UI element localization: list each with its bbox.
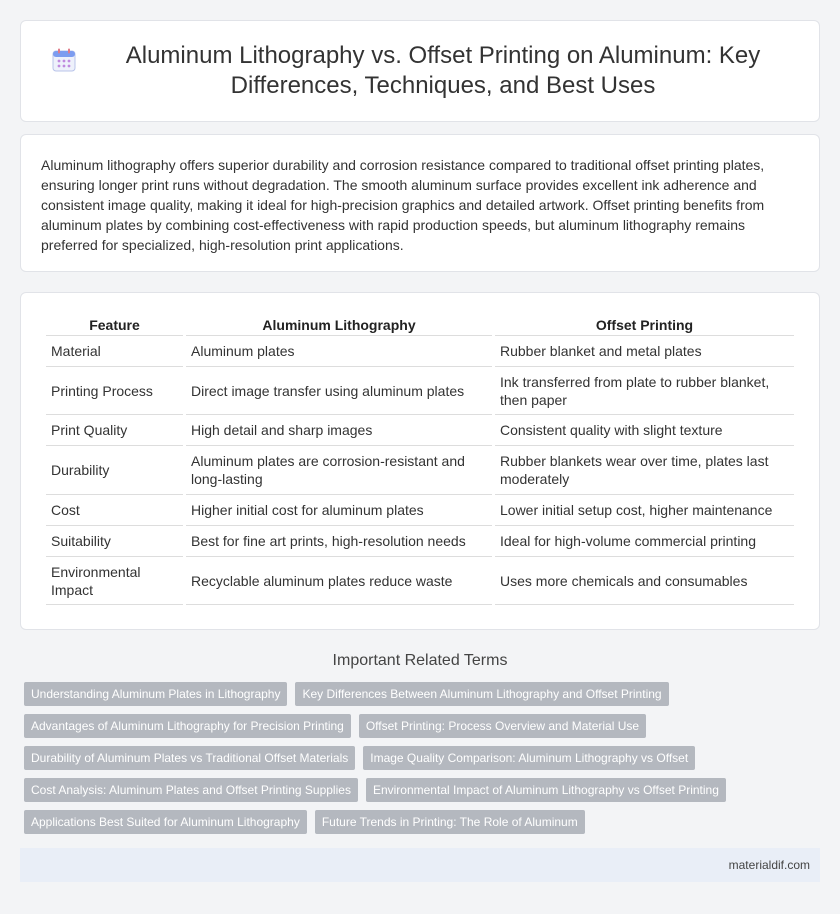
related-term-tag[interactable]: Key Differences Between Aluminum Lithography and Offset Printing bbox=[295, 682, 668, 706]
related-term-tag[interactable]: Applications Best Suited for Aluminum Lithography bbox=[24, 810, 307, 834]
table-cell: Aluminum plates bbox=[186, 336, 492, 367]
comparison-table bbox=[43, 315, 797, 605]
table-row bbox=[46, 446, 794, 495]
intro-card bbox=[20, 134, 820, 272]
related-term-tag[interactable]: Cost Analysis: Aluminum Plates and Offset Printing Supplies bbox=[24, 778, 358, 802]
table-row bbox=[46, 557, 794, 605]
table-cell: Ideal for high-volume commercial printing bbox=[495, 526, 794, 557]
page-header bbox=[20, 20, 820, 122]
related-term-tag[interactable]: Durability of Aluminum Plates vs Traditional Offset Materials bbox=[24, 746, 355, 770]
table-cell: Recyclable aluminum plates reduce waste bbox=[186, 557, 492, 605]
table-row bbox=[46, 526, 794, 557]
related-term-tag[interactable]: Environmental Impact of Aluminum Lithography vs Offset Printing bbox=[366, 778, 726, 802]
footer-site-name[interactable]: materialdif.com bbox=[728, 858, 810, 872]
related-term-tag[interactable]: Future Trends in Printing: The Role of Aluminum bbox=[315, 810, 585, 834]
table-cell: Uses more chemicals and consumables bbox=[495, 557, 794, 605]
table-row bbox=[46, 367, 794, 415]
table-cell: Print Quality bbox=[46, 415, 183, 446]
table-row bbox=[46, 336, 794, 367]
related-term-tag[interactable]: Understanding Aluminum Plates in Lithography bbox=[24, 682, 287, 706]
page-footer bbox=[20, 848, 820, 882]
intro-paragraph: Aluminum lithography offers superior durability and corrosion resistance compared to traditional offset printing plates, ensuring longer print runs without degradation. The smooth aluminum surface provides excellent ink adherence and consistent image quality, making it ideal for high-precision graphics and detailed artwork. Offset printing benefits from aluminum plates by combining cost-effectiveness with rapid production speeds, but aluminum lithography remains preferred for specialized, high-resolution print applications. bbox=[41, 157, 765, 253]
related-terms-list bbox=[24, 682, 820, 842]
table-cell: Material bbox=[46, 336, 183, 367]
table-cell: Lower initial setup cost, higher maintenance bbox=[495, 495, 794, 526]
table-cell: Rubber blanket and metal plates bbox=[495, 336, 794, 367]
table-cell: Durability bbox=[46, 446, 183, 495]
table-cell: Environmental Impact bbox=[46, 557, 183, 605]
table-row bbox=[46, 415, 794, 446]
header-feature: Feature bbox=[46, 315, 183, 336]
table-cell: Best for fine art prints, high-resolution needs bbox=[186, 526, 492, 557]
related-term-tag[interactable]: Offset Printing: Process Overview and Material Use bbox=[359, 714, 646, 738]
table-cell: Printing Process bbox=[46, 367, 183, 415]
table-cell: Aluminum plates are corrosion-resistant and long-lasting bbox=[186, 446, 492, 495]
table-header-row bbox=[46, 315, 794, 336]
table-row bbox=[46, 495, 794, 526]
table-cell: Cost bbox=[46, 495, 183, 526]
table-cell: Consistent quality with slight texture bbox=[495, 415, 794, 446]
page-title: Aluminum Lithography vs. Offset Printing on Aluminum: Key Differences, Techniques, and Best Uses bbox=[125, 42, 761, 99]
table-cell: Higher initial cost for aluminum plates bbox=[186, 495, 492, 526]
table-cell: Ink transferred from plate to rubber blanket, then paper bbox=[495, 367, 794, 415]
header-offset-printing: Offset Printing bbox=[495, 315, 794, 336]
table-cell: Direct image transfer using aluminum plates bbox=[186, 367, 492, 415]
related-term-tag[interactable]: Image Quality Comparison: Aluminum Lithography vs Offset bbox=[363, 746, 695, 770]
comparison-card bbox=[20, 292, 820, 630]
header-aluminum-lithography: Aluminum Lithography bbox=[186, 315, 492, 336]
related-term-tag[interactable]: Advantages of Aluminum Lithography for Precision Printing bbox=[24, 714, 351, 738]
table-cell: Rubber blankets wear over time, plates last moderately bbox=[495, 446, 794, 495]
table-cell: High detail and sharp images bbox=[186, 415, 492, 446]
calendar-icon bbox=[51, 47, 77, 73]
related-terms-title: Important Related Terms bbox=[332, 652, 508, 669]
table-cell: Suitability bbox=[46, 526, 183, 557]
